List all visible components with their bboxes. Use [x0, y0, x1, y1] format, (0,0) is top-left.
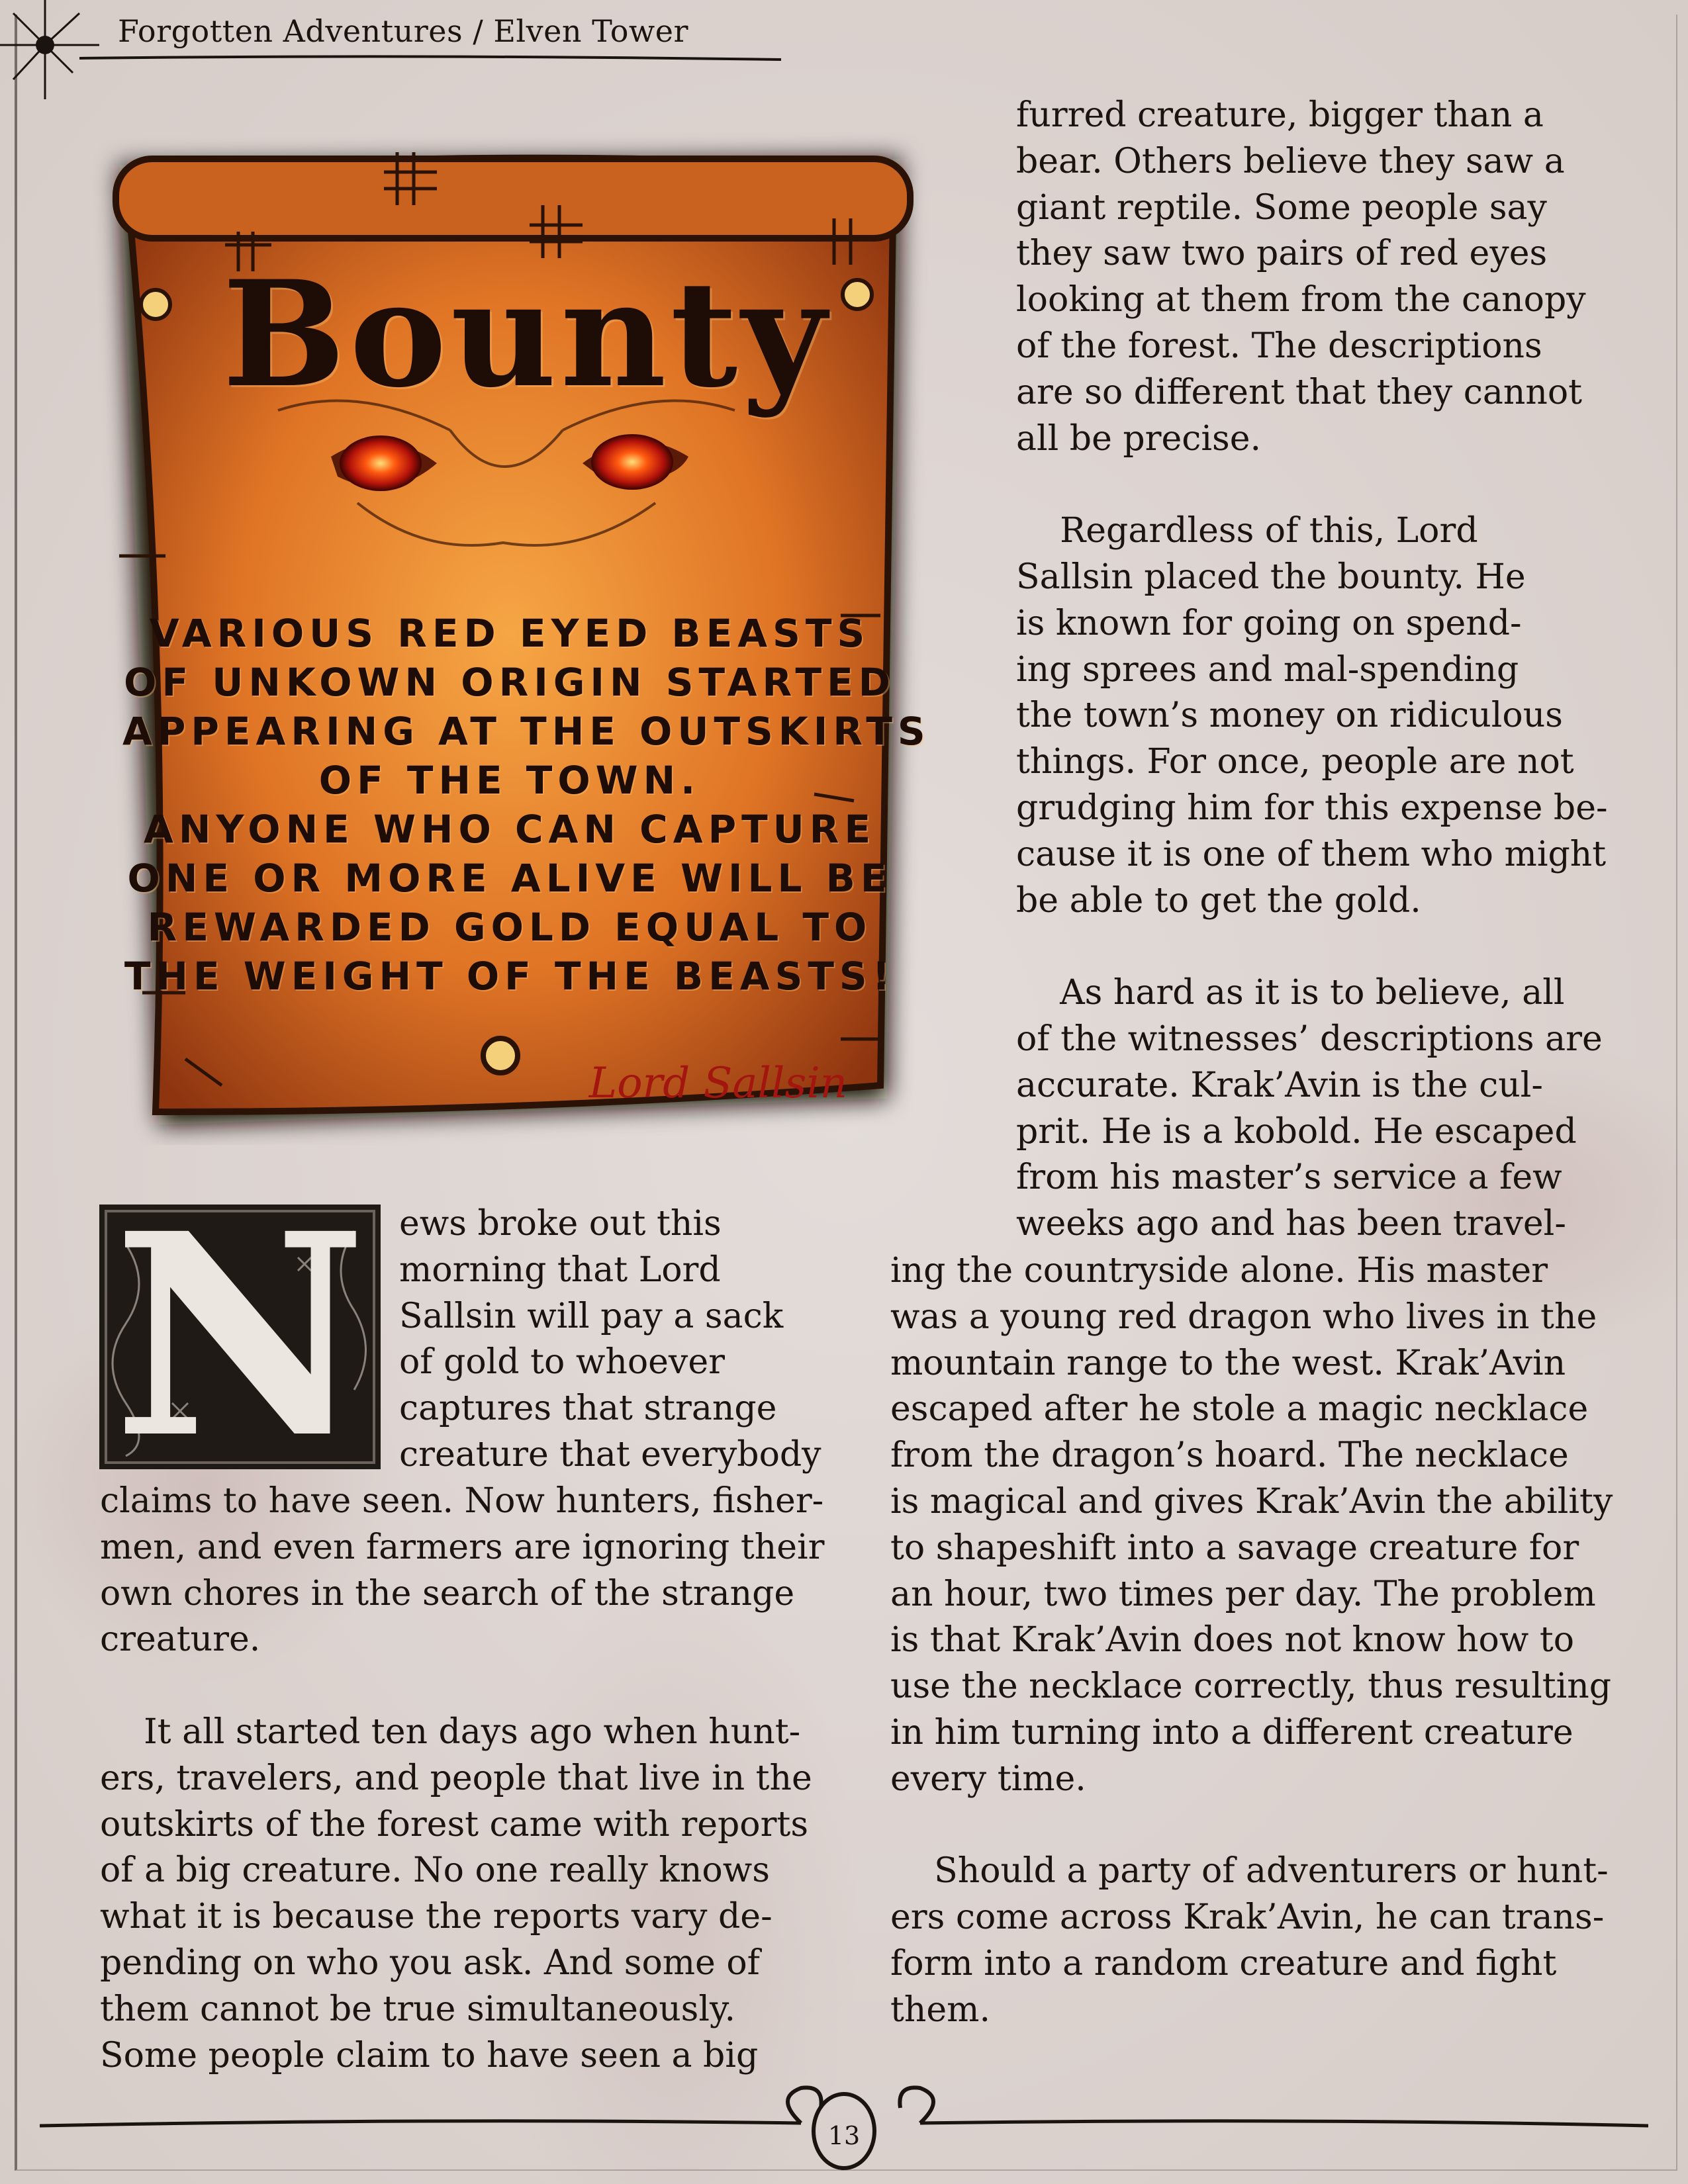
text-line: ews broke out this	[399, 1204, 722, 1244]
text-line: mountain range to the west. Krak’Avin	[890, 1343, 1566, 1383]
text-line: they saw two pairs of red eyes	[1016, 234, 1548, 274]
text-line: ers come across Krak’Avin, he can trans-	[890, 1897, 1605, 1938]
text-line: is magical and gives Krak’Avin the ability	[890, 1481, 1613, 1522]
text-line: bear. Others believe they saw a	[1016, 141, 1565, 181]
text-line: grudging him for this expense be-	[1016, 788, 1608, 828]
footer-scroll-ornament	[40, 2058, 1648, 2171]
page-header	[0, 0, 794, 73]
bounty-title: Bounty	[222, 248, 831, 420]
bounty-poster	[79, 132, 933, 1145]
text-line: be able to get the gold.	[1016, 880, 1421, 921]
text-line: from the dragon’s hoard. The necklace	[890, 1435, 1569, 1476]
text-line: It all started ten days ago when hunt-	[100, 1711, 801, 1752]
left-column-body	[100, 1479, 824, 2079]
bounty-signature: Lord Sallsin	[588, 1059, 847, 1108]
text-line: things. For once, people are not	[1016, 742, 1574, 782]
text-line: As hard as it is to believe, all	[1016, 973, 1565, 1013]
text-line: claims to have seen. Now hunters, fisher-	[100, 1481, 824, 1521]
text-line: the town’s money on ridiculous	[1016, 696, 1563, 736]
header-rule	[79, 53, 781, 66]
text-line: of gold to whoever	[399, 1342, 725, 1383]
running-header-title: Forgotten Adventures / Elven Tower	[118, 13, 688, 49]
text-line: all be precise.	[1016, 418, 1262, 459]
bounty-notice-text	[122, 609, 931, 1001]
right-column-upper	[1016, 93, 1608, 1248]
text-line: ing sprees and mal-spending	[1016, 649, 1519, 690]
text-line: prit. He is a kobold. He escaped	[1016, 1111, 1577, 1152]
bounty-line: REWARDED GOLD EQUAL TO	[147, 905, 872, 950]
bounty-line: VARIOUS RED EYED BEASTS	[149, 611, 870, 656]
left-column-intro	[399, 1201, 821, 1479]
text-line: them cannot be true simultaneously.	[100, 1989, 735, 2029]
text-line: is that Krak’Avin does not know how to	[890, 1620, 1575, 1661]
text-line: ing the countryside alone. His master	[890, 1251, 1548, 1291]
bounty-line: ANYONE WHO CAN CAPTURE	[143, 807, 876, 852]
text-line: men, and even farmers are ignoring their	[100, 1527, 825, 1567]
text-line: from his master’s service a few	[1016, 1158, 1562, 1198]
text-line: Sallsin will pay a sack	[399, 1296, 784, 1336]
bounty-line: OF UNKOWN ORIGIN STARTED	[124, 660, 896, 705]
text-line: own chores in the search of the strange	[100, 1573, 795, 1614]
bounty-line: OF THE TOWN.	[318, 758, 701, 803]
drop-cap	[99, 1173, 381, 1500]
text-line: Should a party of adventurers or hunt-	[890, 1851, 1609, 1891]
text-line: of a big creature. No one really knows	[100, 1850, 770, 1891]
text-line: every time.	[890, 1758, 1086, 1799]
text-line: escaped after he stole a magic necklace	[890, 1389, 1589, 1430]
bounty-line: THE WEIGHT OF THE BEASTS!	[124, 954, 896, 999]
text-line: creature that everybody	[399, 1434, 821, 1475]
text-line: captures that strange	[399, 1388, 777, 1429]
text-line: Some people claim to have seen a big	[100, 2035, 759, 2075]
text-line: pending on who you ask. And some of	[100, 1942, 760, 1983]
text-line: cause it is one of them who might	[1016, 834, 1607, 874]
bounty-line: APPEARING AT THE OUTSKIRTS	[122, 709, 931, 754]
text-line: weeks ago and has been travel-	[1016, 1204, 1566, 1244]
page-number: 13	[827, 2121, 861, 2150]
text-line: furred creature, bigger than a	[1016, 95, 1544, 135]
text-line: form into a random creature and fight	[890, 1943, 1557, 1983]
text-line: Sallsin placed the bounty. He	[1016, 557, 1526, 597]
text-line: in him turning into a different creature	[890, 1712, 1573, 1752]
text-line: was a young red dragon who lives in the	[890, 1297, 1597, 1337]
text-line: to shapeshift into a savage creature for	[890, 1527, 1579, 1568]
bounty-line: ONE OR MORE ALIVE WILL BE	[127, 856, 892, 901]
text-line: of the witnesses’ descriptions are	[1016, 1019, 1603, 1059]
right-column-lower	[890, 1248, 1613, 2034]
text-line: creature.	[100, 1619, 261, 1660]
text-line: are so different that they cannot	[1016, 372, 1583, 412]
text-line: Regardless of this, Lord	[1016, 511, 1478, 551]
text-line: looking at them from the canopy	[1016, 280, 1586, 320]
text-line: of the forest. The descriptions	[1016, 326, 1542, 366]
text-line: outskirts of the forest came with reports	[100, 1804, 809, 1844]
drop-cap-letter: N	[113, 1173, 367, 1500]
text-line: morning that Lord	[399, 1250, 721, 1290]
text-line: use the necklace correctly, thus resulting	[890, 1666, 1612, 1707]
text-line: ers, travelers, and people that live in the	[100, 1758, 812, 1798]
text-line: is known for going on spend-	[1016, 603, 1522, 643]
text-line: what it is because the reports vary de-	[100, 1897, 773, 1937]
text-line: an hour, two times per day. The problem	[890, 1574, 1596, 1614]
text-line: giant reptile. Some people say	[1016, 187, 1547, 228]
text-line: them.	[890, 1989, 990, 2030]
text-line: accurate. Krak’Avin is the cul-	[1016, 1065, 1543, 1105]
